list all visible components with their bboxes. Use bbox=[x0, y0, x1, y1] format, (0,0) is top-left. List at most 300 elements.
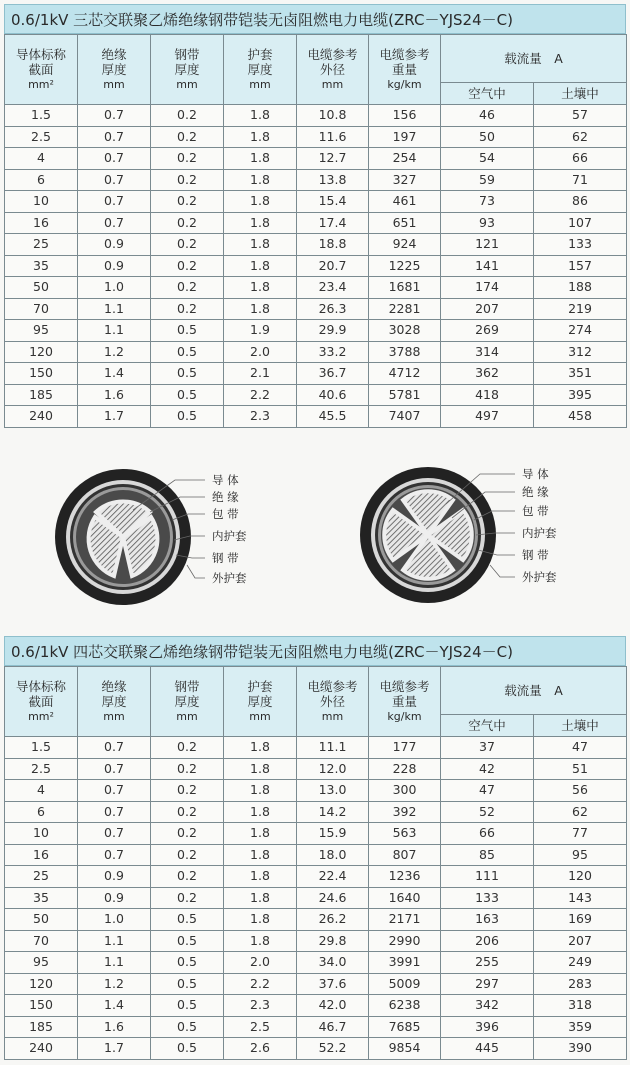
table-row bbox=[5, 105, 627, 127]
table-cell: 1.6 bbox=[78, 1016, 151, 1038]
table-cell: 18.0 bbox=[297, 844, 369, 866]
table-cell: 327 bbox=[369, 169, 441, 191]
table-row bbox=[5, 363, 627, 385]
header-outer-diameter: 电缆参考 外径 mm bbox=[297, 667, 369, 737]
table-cell: 50 bbox=[5, 909, 78, 931]
table-cell: 2.1 bbox=[224, 363, 297, 385]
table-cell: 0.5 bbox=[151, 973, 224, 995]
table-cell: 2.0 bbox=[224, 341, 297, 363]
table-cell: 10 bbox=[5, 823, 78, 845]
table-cell: 0.2 bbox=[151, 780, 224, 802]
table-cell: 25 bbox=[5, 866, 78, 888]
table-cell: 396 bbox=[441, 1016, 534, 1038]
table-cell: 1.4 bbox=[78, 995, 151, 1017]
table-cell: 24.6 bbox=[297, 887, 369, 909]
table-cell: 0.5 bbox=[151, 1016, 224, 1038]
table-cell: 240 bbox=[5, 1038, 78, 1060]
table-cell: 359 bbox=[534, 1016, 627, 1038]
header-weight: 电缆参考 重量 kg/km bbox=[369, 667, 441, 737]
table-cell: 0.2 bbox=[151, 148, 224, 170]
table-cell: 1.8 bbox=[224, 105, 297, 127]
table-cell: 54 bbox=[441, 148, 534, 170]
table-cell: 13.8 bbox=[297, 169, 369, 191]
table-cell: 254 bbox=[369, 148, 441, 170]
table-cell: 0.2 bbox=[151, 823, 224, 845]
table-cell: 0.2 bbox=[151, 758, 224, 780]
table-cell: 66 bbox=[534, 148, 627, 170]
table-cell: 1.5 bbox=[5, 105, 78, 127]
table-cell: 29.8 bbox=[297, 930, 369, 952]
table-cell: 1.8 bbox=[224, 930, 297, 952]
table-cell: 2281 bbox=[369, 298, 441, 320]
table-row bbox=[5, 277, 627, 299]
table-cell: 95 bbox=[5, 320, 78, 342]
label-binding-tape-4c: 包 带 bbox=[522, 504, 549, 518]
table-cell: 10.8 bbox=[297, 105, 369, 127]
table-cell: 1.8 bbox=[224, 887, 297, 909]
label-outer-sheath-4c: 外护套 bbox=[522, 570, 557, 584]
table-cell: 458 bbox=[534, 406, 627, 428]
label-conductor-4c: 导 体 bbox=[522, 467, 549, 481]
four-core-cable-section bbox=[4, 636, 626, 1060]
table-cell: 1.1 bbox=[78, 952, 151, 974]
table-cell: 1.8 bbox=[224, 801, 297, 823]
table-cell: 0.9 bbox=[78, 234, 151, 256]
table-cell: 1681 bbox=[369, 277, 441, 299]
table-cell: 42 bbox=[441, 758, 534, 780]
table-cell: 240 bbox=[5, 406, 78, 428]
table-cell: 1.7 bbox=[78, 406, 151, 428]
table-cell: 77 bbox=[534, 823, 627, 845]
table-cell: 0.5 bbox=[151, 341, 224, 363]
table-cell: 1.8 bbox=[224, 277, 297, 299]
table-cell: 25 bbox=[5, 234, 78, 256]
table-cell: 85 bbox=[441, 844, 534, 866]
header-current-capacity: 载流量 A bbox=[441, 667, 627, 715]
table-cell: 177 bbox=[369, 737, 441, 759]
label-binding-tape: 包 带 bbox=[212, 507, 239, 521]
table-cell: 141 bbox=[441, 255, 534, 277]
table-cell: 1.8 bbox=[224, 780, 297, 802]
table-cell: 255 bbox=[441, 952, 534, 974]
table-cell: 274 bbox=[534, 320, 627, 342]
table-cell: 185 bbox=[5, 1016, 78, 1038]
table-cell: 0.5 bbox=[151, 320, 224, 342]
table-cell: 59 bbox=[441, 169, 534, 191]
table-row bbox=[5, 844, 627, 866]
table-cell: 1.7 bbox=[78, 1038, 151, 1060]
table-cell: 0.5 bbox=[151, 909, 224, 931]
table-cell: 390 bbox=[534, 1038, 627, 1060]
table-cell: 16 bbox=[5, 844, 78, 866]
table-cell: 2.2 bbox=[224, 384, 297, 406]
header-outer-diameter: 电缆参考 外径 mm bbox=[297, 35, 369, 105]
table-row bbox=[5, 823, 627, 845]
table-row bbox=[5, 1038, 627, 1060]
table-cell: 5009 bbox=[369, 973, 441, 995]
table-cell: 269 bbox=[441, 320, 534, 342]
table-cell: 0.5 bbox=[151, 995, 224, 1017]
table-cell: 22.4 bbox=[297, 866, 369, 888]
table-cell: 50 bbox=[441, 126, 534, 148]
table-cell: 0.7 bbox=[78, 844, 151, 866]
table-cell: 2.2 bbox=[224, 973, 297, 995]
table-cell: 6 bbox=[5, 169, 78, 191]
table-cell: 17.4 bbox=[297, 212, 369, 234]
table-cell: 1.8 bbox=[224, 909, 297, 931]
table-cell: 0.2 bbox=[151, 234, 224, 256]
table-cell: 0.5 bbox=[151, 952, 224, 974]
table-cell: 461 bbox=[369, 191, 441, 213]
table-row bbox=[5, 952, 627, 974]
table-cell: 1.8 bbox=[224, 737, 297, 759]
table-cell: 0.7 bbox=[78, 126, 151, 148]
table-cell: 1.1 bbox=[78, 930, 151, 952]
table-cell: 0.7 bbox=[78, 169, 151, 191]
table-row bbox=[5, 780, 627, 802]
table-cell: 36.7 bbox=[297, 363, 369, 385]
table-cell: 1.8 bbox=[224, 758, 297, 780]
table-cell: 11.6 bbox=[297, 126, 369, 148]
table-cell: 219 bbox=[534, 298, 627, 320]
table-cell: 1.8 bbox=[224, 866, 297, 888]
table-cell: 16 bbox=[5, 212, 78, 234]
label-steel-tape-4c: 钢 带 bbox=[522, 548, 549, 562]
table-cell: 2990 bbox=[369, 930, 441, 952]
table-cell: 70 bbox=[5, 930, 78, 952]
table-cell: 1.8 bbox=[224, 191, 297, 213]
table-cell: 1.8 bbox=[224, 844, 297, 866]
table-cell: 143 bbox=[534, 887, 627, 909]
table-cell: 157 bbox=[534, 255, 627, 277]
table-cell: 1.1 bbox=[78, 320, 151, 342]
header-weight: 电缆参考 重量 kg/km bbox=[369, 35, 441, 105]
table-row bbox=[5, 212, 627, 234]
table-cell: 651 bbox=[369, 212, 441, 234]
table-cell: 0.2 bbox=[151, 169, 224, 191]
table-cell: 6238 bbox=[369, 995, 441, 1017]
table-cell: 4 bbox=[5, 148, 78, 170]
table-cell: 66 bbox=[441, 823, 534, 845]
table-cell: 46 bbox=[441, 105, 534, 127]
table-cell: 111 bbox=[441, 866, 534, 888]
header-section: 导体标称 截面 mm² bbox=[5, 667, 78, 737]
table-cell: 73 bbox=[441, 191, 534, 213]
table-cell: 37 bbox=[441, 737, 534, 759]
table-row bbox=[5, 384, 627, 406]
table-cell: 133 bbox=[441, 887, 534, 909]
table-cell: 1225 bbox=[369, 255, 441, 277]
header-insulation: 绝缘 厚度 mm bbox=[78, 35, 151, 105]
table-cell: 1640 bbox=[369, 887, 441, 909]
table-cell: 0.2 bbox=[151, 887, 224, 909]
label-conductor: 导 体 bbox=[212, 473, 239, 487]
table-cell: 35 bbox=[5, 887, 78, 909]
table-cell: 15.9 bbox=[297, 823, 369, 845]
table-cell: 0.2 bbox=[151, 866, 224, 888]
table-cell: 300 bbox=[369, 780, 441, 802]
table-title: 0.6/1kV 三芯交联聚乙烯绝缘钢带铠装无卤阻燃电力电缆(ZRC－YJS24－C) bbox=[4, 4, 626, 34]
table-cell: 0.7 bbox=[78, 148, 151, 170]
table-cell: 10 bbox=[5, 191, 78, 213]
table-cell: 312 bbox=[534, 341, 627, 363]
table-cell: 23.4 bbox=[297, 277, 369, 299]
table-cell: 2.0 bbox=[224, 952, 297, 974]
table-cell: 297 bbox=[441, 973, 534, 995]
table-cell: 924 bbox=[369, 234, 441, 256]
table-row bbox=[5, 126, 627, 148]
table-cell: 2.3 bbox=[224, 406, 297, 428]
table-row bbox=[5, 758, 627, 780]
table-cell: 1.8 bbox=[224, 823, 297, 845]
table-cell: 121 bbox=[441, 234, 534, 256]
table-cell: 0.2 bbox=[151, 737, 224, 759]
table-cell: 0.9 bbox=[78, 866, 151, 888]
table-cell: 197 bbox=[369, 126, 441, 148]
table-cell: 0.2 bbox=[151, 212, 224, 234]
table-cell: 150 bbox=[5, 363, 78, 385]
table-cell: 0.2 bbox=[151, 255, 224, 277]
table-cell: 93 bbox=[441, 212, 534, 234]
table-cell: 9854 bbox=[369, 1038, 441, 1060]
table-cell: 188 bbox=[534, 277, 627, 299]
table-cell: 563 bbox=[369, 823, 441, 845]
table-cell: 314 bbox=[441, 341, 534, 363]
table-cell: 445 bbox=[441, 1038, 534, 1060]
table-row bbox=[5, 909, 627, 931]
table-cell: 0.2 bbox=[151, 105, 224, 127]
table-cell: 2.5 bbox=[224, 1016, 297, 1038]
table-cell: 0.7 bbox=[78, 737, 151, 759]
table-cell: 174 bbox=[441, 277, 534, 299]
table-cell: 0.7 bbox=[78, 105, 151, 127]
table-row bbox=[5, 169, 627, 191]
table-cell: 169 bbox=[534, 909, 627, 931]
table-cell: 34.0 bbox=[297, 952, 369, 974]
table-cell: 150 bbox=[5, 995, 78, 1017]
table-row bbox=[5, 148, 627, 170]
table-cell: 3991 bbox=[369, 952, 441, 974]
table-cell: 0.9 bbox=[78, 887, 151, 909]
table-cell: 0.2 bbox=[151, 844, 224, 866]
table-cell: 52 bbox=[441, 801, 534, 823]
table-cell: 2.6 bbox=[224, 1038, 297, 1060]
table-cell: 206 bbox=[441, 930, 534, 952]
table-cell: 1.0 bbox=[78, 909, 151, 931]
table-cell: 1.8 bbox=[224, 126, 297, 148]
table-cell: 133 bbox=[534, 234, 627, 256]
table-row bbox=[5, 191, 627, 213]
table-cell: 1.8 bbox=[224, 298, 297, 320]
table-cell: 418 bbox=[441, 384, 534, 406]
table-cell: 42.0 bbox=[297, 995, 369, 1017]
table-cell: 362 bbox=[441, 363, 534, 385]
header-steel-tape: 钢带 厚度 mm bbox=[151, 35, 224, 105]
table-row bbox=[5, 866, 627, 888]
table-cell: 46.7 bbox=[297, 1016, 369, 1038]
table-cell: 40.6 bbox=[297, 384, 369, 406]
table-row bbox=[5, 887, 627, 909]
table-cell: 0.5 bbox=[151, 363, 224, 385]
header-current-capacity: 载流量 A bbox=[441, 35, 627, 83]
table-cell: 1.9 bbox=[224, 320, 297, 342]
table-cell: 1.5 bbox=[5, 737, 78, 759]
table-cell: 0.7 bbox=[78, 212, 151, 234]
table-cell: 120 bbox=[5, 341, 78, 363]
table-cell: 95 bbox=[5, 952, 78, 974]
table-cell: 342 bbox=[441, 995, 534, 1017]
table-cell: 7685 bbox=[369, 1016, 441, 1038]
table-cell: 283 bbox=[534, 973, 627, 995]
table-cell: 1.8 bbox=[224, 255, 297, 277]
label-outer-sheath: 外护套 bbox=[212, 571, 247, 585]
table-row bbox=[5, 341, 627, 363]
table-cell: 35 bbox=[5, 255, 78, 277]
table-cell: 185 bbox=[5, 384, 78, 406]
label-inner-sheath: 内护套 bbox=[212, 529, 247, 543]
table-cell: 0.2 bbox=[151, 191, 224, 213]
label-inner-sheath-4c: 内护套 bbox=[522, 526, 557, 540]
table-cell: 0.7 bbox=[78, 823, 151, 845]
table-cell: 1.2 bbox=[78, 973, 151, 995]
table-row bbox=[5, 406, 627, 428]
table-cell: 156 bbox=[369, 105, 441, 127]
table-cell: 33.2 bbox=[297, 341, 369, 363]
table-cell: 51 bbox=[534, 758, 627, 780]
table-row bbox=[5, 801, 627, 823]
table-row bbox=[5, 234, 627, 256]
table-cell: 3028 bbox=[369, 320, 441, 342]
table-cell: 0.5 bbox=[151, 930, 224, 952]
label-steel-tape: 钢 带 bbox=[212, 551, 239, 565]
table-cell: 47 bbox=[441, 780, 534, 802]
header-sheath: 护套 厚度 mm bbox=[224, 35, 297, 105]
table-cell: 0.5 bbox=[151, 384, 224, 406]
table-cell: 1.8 bbox=[224, 169, 297, 191]
table-cell: 29.9 bbox=[297, 320, 369, 342]
table-cell: 95 bbox=[534, 844, 627, 866]
table-cell: 1236 bbox=[369, 866, 441, 888]
table-cell: 1.8 bbox=[224, 212, 297, 234]
header-sheath: 护套 厚度 mm bbox=[224, 667, 297, 737]
table-cell: 62 bbox=[534, 126, 627, 148]
table-cell: 163 bbox=[441, 909, 534, 931]
table-cell: 207 bbox=[534, 930, 627, 952]
table-cell: 12.7 bbox=[297, 148, 369, 170]
table-cell: 12.0 bbox=[297, 758, 369, 780]
table-cell: 0.7 bbox=[78, 801, 151, 823]
table-title: 0.6/1kV 四芯交联聚乙烯绝缘钢带铠装无卤阻燃电力电缆(ZRC－YJS24－C) bbox=[4, 636, 626, 666]
table-cell: 11.1 bbox=[297, 737, 369, 759]
table-cell: 249 bbox=[534, 952, 627, 974]
header-soil: 土壤中 bbox=[534, 715, 627, 737]
table-cell: 47 bbox=[534, 737, 627, 759]
table-cell: 0.9 bbox=[78, 255, 151, 277]
table-cell: 0.2 bbox=[151, 801, 224, 823]
table-cell: 14.2 bbox=[297, 801, 369, 823]
table-cell: 0.2 bbox=[151, 277, 224, 299]
table-cell: 70 bbox=[5, 298, 78, 320]
table-cell: 37.6 bbox=[297, 973, 369, 995]
table-cell: 318 bbox=[534, 995, 627, 1017]
table-cell: 50 bbox=[5, 277, 78, 299]
four-core-cross-section bbox=[360, 467, 496, 603]
table-cell: 26.2 bbox=[297, 909, 369, 931]
table-row bbox=[5, 320, 627, 342]
table-cell: 45.5 bbox=[297, 406, 369, 428]
three-core-cable-section bbox=[4, 4, 626, 428]
table-cell: 20.7 bbox=[297, 255, 369, 277]
table-cell: 4712 bbox=[369, 363, 441, 385]
three-core-cross-section bbox=[55, 469, 191, 605]
table-cell: 497 bbox=[441, 406, 534, 428]
cable-cross-section-diagrams bbox=[0, 440, 630, 630]
table-cell: 18.8 bbox=[297, 234, 369, 256]
header-air: 空气中 bbox=[441, 715, 534, 737]
table-cell: 120 bbox=[534, 866, 627, 888]
table-cell: 71 bbox=[534, 169, 627, 191]
table-cell: 4 bbox=[5, 780, 78, 802]
table-row bbox=[5, 973, 627, 995]
table-cell: 107 bbox=[534, 212, 627, 234]
table-cell: 1.8 bbox=[224, 148, 297, 170]
table-cell: 0.2 bbox=[151, 126, 224, 148]
table-row bbox=[5, 995, 627, 1017]
header-section: 导体标称 截面 mm² bbox=[5, 35, 78, 105]
table-cell: 351 bbox=[534, 363, 627, 385]
table-cell: 395 bbox=[534, 384, 627, 406]
table-cell: 0.5 bbox=[151, 1038, 224, 1060]
table-cell: 7407 bbox=[369, 406, 441, 428]
header-soil: 土壤中 bbox=[534, 83, 627, 105]
table-cell: 2.5 bbox=[5, 758, 78, 780]
label-insulation-4c: 绝 缘 bbox=[522, 485, 549, 499]
table-row bbox=[5, 298, 627, 320]
table-cell: 13.0 bbox=[297, 780, 369, 802]
table-cell: 807 bbox=[369, 844, 441, 866]
header-steel-tape: 钢带 厚度 mm bbox=[151, 667, 224, 737]
table-cell: 1.2 bbox=[78, 341, 151, 363]
table-cell: 15.4 bbox=[297, 191, 369, 213]
table-cell: 228 bbox=[369, 758, 441, 780]
four-core-spec-table bbox=[4, 666, 627, 1060]
three-core-spec-table bbox=[4, 34, 627, 428]
table-cell: 120 bbox=[5, 973, 78, 995]
table-cell: 62 bbox=[534, 801, 627, 823]
table-cell: 0.5 bbox=[151, 406, 224, 428]
table-cell: 5781 bbox=[369, 384, 441, 406]
table-cell: 392 bbox=[369, 801, 441, 823]
header-air: 空气中 bbox=[441, 83, 534, 105]
table-cell: 207 bbox=[441, 298, 534, 320]
table-cell: 0.7 bbox=[78, 191, 151, 213]
table-cell: 6 bbox=[5, 801, 78, 823]
table-cell: 3788 bbox=[369, 341, 441, 363]
table-cell: 57 bbox=[534, 105, 627, 127]
header-insulation: 绝缘 厚度 mm bbox=[78, 667, 151, 737]
table-cell: 52.2 bbox=[297, 1038, 369, 1060]
table-cell: 2171 bbox=[369, 909, 441, 931]
table-cell: 1.4 bbox=[78, 363, 151, 385]
table-cell: 1.8 bbox=[224, 234, 297, 256]
table-cell: 1.6 bbox=[78, 384, 151, 406]
table-row bbox=[5, 737, 627, 759]
table-cell: 26.3 bbox=[297, 298, 369, 320]
table-cell: 2.5 bbox=[5, 126, 78, 148]
table-cell: 0.7 bbox=[78, 758, 151, 780]
table-row bbox=[5, 255, 627, 277]
table-cell: 86 bbox=[534, 191, 627, 213]
